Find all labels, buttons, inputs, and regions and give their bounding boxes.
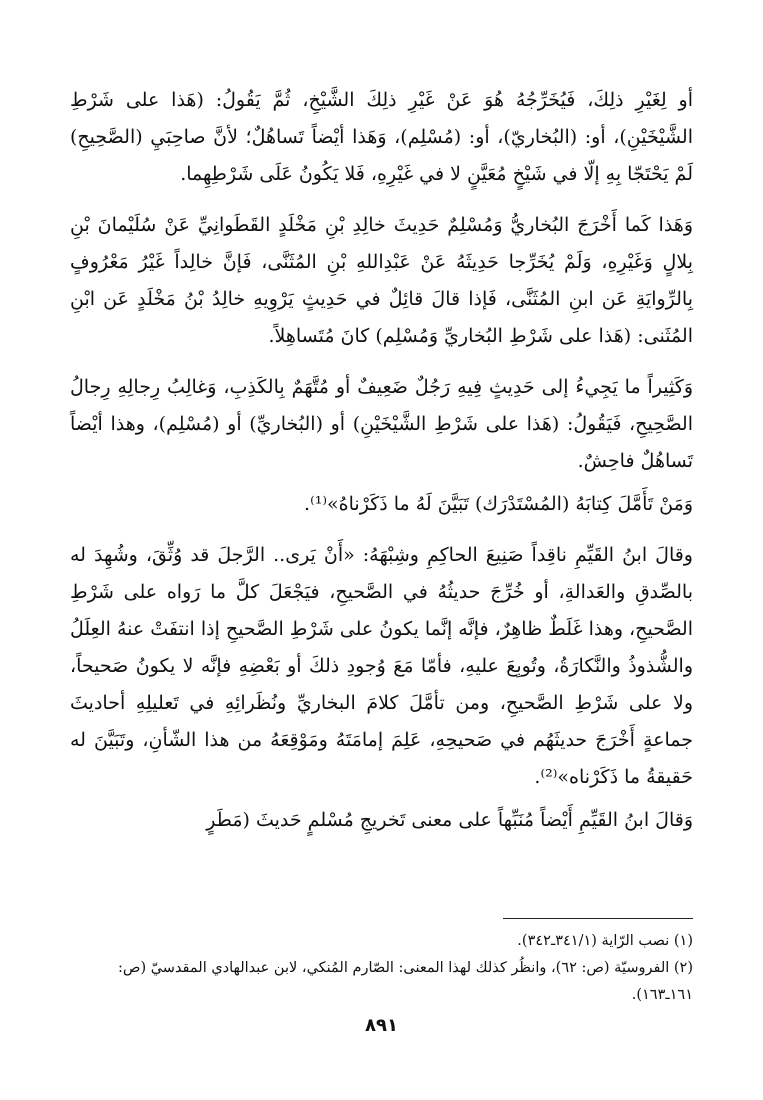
footnotes <box>70 928 693 1009</box>
paragraph-3: وَكَثِيراً ما يَجِيءُ إلى حَدِيثٍ فِيهِ رَجُلٌ ضَعِيفٌ أو مُتَّهَمٌ بِالكَذِبِ، وَغالِبُ رِجالِهِ رِجالُ الصَّحِيحِ، فَيَقُولُ: (هَذا على شَرْطِ الشَّيْخَيْنِ) أو (البُخاريِّ) أو (مُسْلِم)، وهذا أيْضاً تَساهُلٌ فاحِشٌ. <box>70 376 693 472</box>
footnote-1: (١) نصب الرّاية (٣٤١/١ـ٣٤٢). <box>517 933 693 949</box>
footnote-2: (٢) الفروسيّة (ص: ٦٢)، وانظُر كذلك لهذا المعنى: الصّارم المُنكي، لابن عبدالهادي المقدسيّ (ص: ١٦١ـ١٦٣). <box>118 960 693 1003</box>
footnote-separator <box>503 918 693 919</box>
paragraph-5: وقالَ ابنُ القَيِّمِ ناقِداً صَنِيعَ الحاكِمِ وشِبْهَهُ: «أَنْ يَرى.. الرَّجلَ قد وُثِّقَ، وشُهِدَ له بالصِّدقِ والعَدالةِ، أو خُرِّجَ حديثُهُ في الصَّحيحِ، فيَجْعَلَ كلَّ ما رَواه على شَرْطِ الصَّحيحِ، وهذا غَلَطٌ ظاهِرٌ، فإنَّه إنَّما يكونُ على شَرْطِ الصَّحيحِ إذا انتفَتْ عنهُ العِلَلُ والشُّذوذُ والنَّكارَةُ، وتُوبِعَ عليهِ، فأمّا مَعَ وُجودِ ذلكَ أو بَعْضِهِ فإنَّه لا يكونُ صَحيحاً، ولا على شَرْطِ الصَّحيحِ، ومن تأمَّلَ كلامَ البخاريِّ ونُظَرائِهِ في تَعليلِهِ أحاديثَ جماعةٍ أَخْرَجَ حديثَهُم في صَحيحِهِ، عَلِمَ إمامَتَهُ ومَوْقِعَهُ من هذا الشّأنِ، وتَبَيَّنَ له حَقيقةُ ما ذَكَرْناه»⁽²⁾. <box>70 544 693 788</box>
main-text <box>70 82 693 853</box>
page-number: ٨٩١ <box>365 1015 398 1036</box>
paragraph-2: وَهَذا كَما أَخْرَجَ البُخاريُّ وَمُسْلِمٌ حَدِيثَ خالِدِ بْنِ مَخْلَدٍ القَطَوانِيِّ عَنْ سُلَيْمانَ بْنِ بِلالٍ وَغَيْرِهِ، وَلَمْ يُخَرِّجا حَدِيثَهُ عَنْ عَبْدِاللهِ بْنِ المُثَنَّى، فَإنَّ خالِداً غَيْرُ مَعْرُوفٍ بِالرِّوايَةِ عَن ابنِ المُثَنَّى، فَإذا قالَ قائِلٌ في حَدِيثٍ يَرْوِيهِ خالِدُ بْنُ مَخْلَدٍ عَن ابْنِ المُثَنى: (هَذا على شَرْطِ البُخاريِّ وَمُسْلِم) كانَ مُتَساهِلاً. <box>70 214 693 347</box>
paragraph-1: أو لِغَيْرِ ذلِكَ، فَيُخَرِّجُهُ هُوَ عَنْ غَيْرِ ذلِكَ الشَّيْخِ، ثُمَّ يَقُولُ: (هَذا على شَرْطِ الشَّيْخَيْنِ)، أو: (البُخاريّ)، أو: (مُسْلِم)، وَهَذا أيْضاً تَساهُلٌ؛ لأنَّ صاحِبَيِ (الصَّحِيحِ) لَمْ يَحْتَجّا بِهِ إلّا في شَيْخٍ مُعَيَّنٍ لا في غَيْرِهِ، فَلا يَكُونُ عَلَى شَرْطِهِما. <box>70 89 693 185</box>
paragraph-6: وَقالَ ابنُ القَيِّمِ أَيْضاً مُنَبِّهاً على معنى تَخريجِ مُسْلمٍ حَديثَ (مَطَرٍ <box>206 809 693 831</box>
paragraph-4: وَمَنْ تَأَمَّلَ كِتابَهُ (المُسْتَدْرَك) تَبَيَّنَ لَهُ ما ذَكَرْناهُ»⁽¹⁾. <box>304 493 693 515</box>
